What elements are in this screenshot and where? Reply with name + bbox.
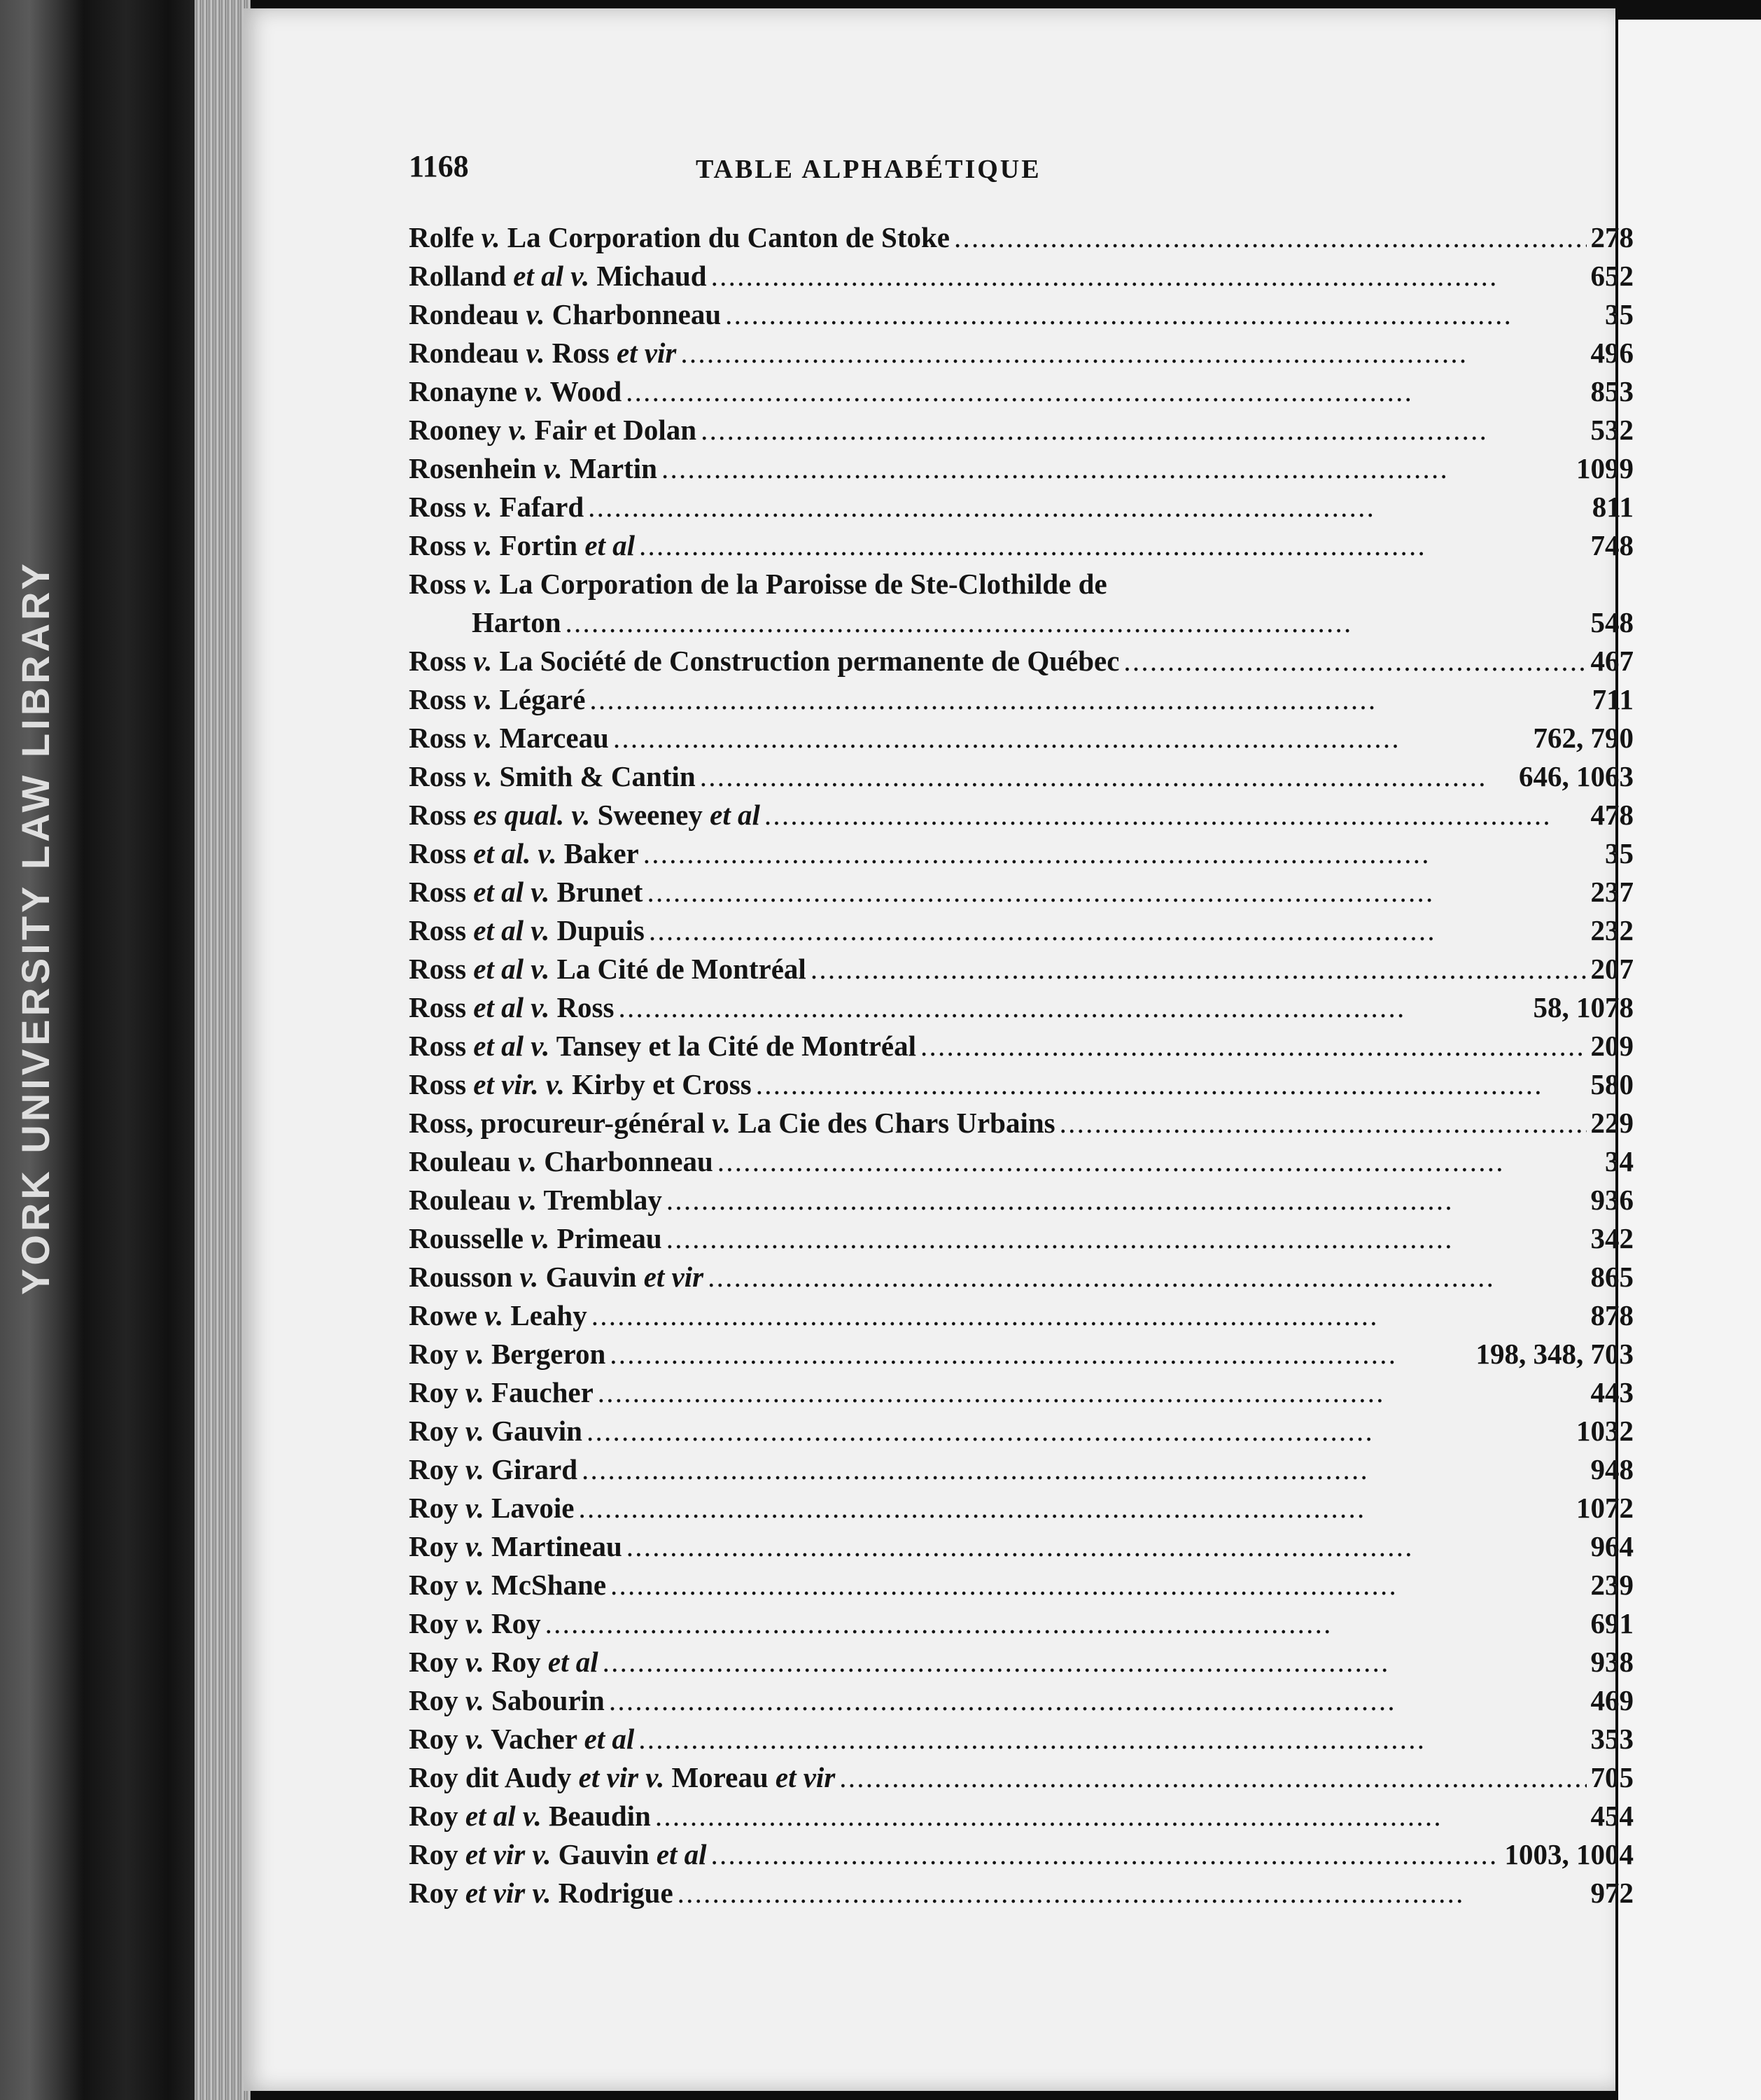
case-name: Rousson v. Gauvin et vir bbox=[409, 1261, 704, 1293]
leader-dots bbox=[655, 1797, 1587, 1835]
index-entry bbox=[409, 873, 1634, 911]
leader-dots bbox=[756, 1065, 1587, 1104]
case-name: Ross et al v. Dupuis bbox=[409, 914, 645, 946]
page-reference: 711 bbox=[1592, 683, 1634, 715]
leader-dots bbox=[591, 1296, 1587, 1335]
page-reference: 580 bbox=[1590, 1068, 1634, 1100]
page-reference: 853 bbox=[1590, 375, 1634, 407]
case-name: Ross v. Marceau bbox=[409, 722, 609, 754]
page-reference: 237 bbox=[1590, 876, 1634, 908]
page-reference: 972 bbox=[1590, 1877, 1634, 1909]
case-name: Roy v. Roy et al bbox=[409, 1646, 598, 1678]
index-entry bbox=[409, 1027, 1634, 1065]
page-reference: 478 bbox=[1590, 799, 1634, 831]
page-reference: 209 bbox=[1590, 1030, 1634, 1062]
index-entry bbox=[409, 1258, 1634, 1296]
index-entry bbox=[409, 642, 1634, 680]
leader-dots bbox=[545, 1604, 1587, 1643]
index-entry bbox=[409, 1681, 1634, 1720]
case-name: Ross et vir. v. Kirby et Cross bbox=[409, 1068, 752, 1100]
index-entry bbox=[409, 1373, 1634, 1412]
page-reference: 1003, 1004 bbox=[1504, 1838, 1634, 1870]
leader-dots bbox=[638, 1720, 1586, 1758]
case-name: Rolfe v. La Corporation du Canton de Stoke bbox=[409, 221, 950, 253]
page-reference: 198, 348, 703 bbox=[1475, 1338, 1634, 1370]
index-entry bbox=[409, 1450, 1634, 1489]
leader-dots bbox=[626, 372, 1586, 411]
case-name: Ronayne v. Wood bbox=[409, 375, 622, 407]
index-entry bbox=[409, 1489, 1634, 1527]
leader-dots bbox=[647, 873, 1586, 911]
leader-dots bbox=[678, 1874, 1587, 1912]
index-entries bbox=[409, 218, 1634, 1912]
leader-dots bbox=[566, 603, 1587, 642]
index-entry bbox=[409, 834, 1634, 873]
index-entry bbox=[409, 1527, 1634, 1566]
case-name: Ross v. La Société de Construction permanente de Québec bbox=[409, 645, 1120, 677]
index-entry bbox=[409, 680, 1634, 719]
leader-dots bbox=[588, 488, 1588, 526]
case-name: Rousselle v. Primeau bbox=[409, 1222, 662, 1254]
leader-dots bbox=[649, 911, 1587, 950]
leader-dots bbox=[610, 1566, 1586, 1604]
page-reference: 353 bbox=[1590, 1723, 1634, 1755]
case-name: Roy v. Martineau bbox=[409, 1530, 622, 1562]
page-reference: 936 bbox=[1590, 1184, 1634, 1216]
index-entry bbox=[409, 911, 1634, 950]
index-entry bbox=[409, 372, 1634, 411]
leader-dots bbox=[609, 1681, 1587, 1720]
index-entry bbox=[409, 1758, 1634, 1797]
page-reference: 948 bbox=[1590, 1453, 1634, 1485]
leader-dots bbox=[700, 757, 1515, 796]
page-reference: 762, 790 bbox=[1533, 722, 1634, 754]
facing-page-edge bbox=[1618, 20, 1761, 2100]
index-entry bbox=[409, 411, 1634, 449]
page-reference: 35 bbox=[1605, 298, 1634, 330]
page-reference: 865 bbox=[1590, 1261, 1634, 1293]
leader-dots bbox=[717, 1142, 1601, 1181]
leader-dots bbox=[954, 218, 1587, 257]
case-name: Ross v. Smith & Cantin bbox=[409, 760, 696, 792]
index-entry bbox=[409, 526, 1634, 565]
page-reference: 342 bbox=[1590, 1222, 1634, 1254]
leader-dots bbox=[666, 1181, 1587, 1219]
page-reference: 496 bbox=[1590, 337, 1634, 369]
page-reference: 207 bbox=[1590, 953, 1634, 985]
case-name: Ross v. Fortin et al bbox=[409, 529, 636, 561]
case-name: Ross et al v. La Cité de Montréal bbox=[409, 953, 806, 985]
page-reference: 532 bbox=[1590, 414, 1634, 446]
leader-dots bbox=[711, 257, 1587, 295]
case-name: Roy v. Gauvin bbox=[409, 1415, 582, 1447]
leader-dots bbox=[920, 1027, 1586, 1065]
index-entry bbox=[409, 1296, 1634, 1335]
page-reference: 35 bbox=[1605, 837, 1634, 869]
leader-dots bbox=[639, 526, 1586, 565]
index-entry bbox=[409, 565, 1634, 642]
leader-dots bbox=[725, 295, 1601, 334]
page-reference: 748 bbox=[1590, 529, 1634, 561]
page-number: 1168 bbox=[409, 149, 469, 183]
case-name: Roy v. Girard bbox=[409, 1453, 578, 1485]
page-reference: 467 bbox=[1590, 645, 1634, 677]
index-entry bbox=[409, 1874, 1634, 1912]
leader-dots bbox=[680, 334, 1586, 372]
leader-dots bbox=[1060, 1104, 1587, 1142]
page-reference: 239 bbox=[1590, 1569, 1634, 1601]
index-entry bbox=[409, 1566, 1634, 1604]
case-name: Rooney v. Fair et Dolan bbox=[409, 414, 697, 446]
case-name: Roy dit Audy et vir v. Moreau et vir bbox=[409, 1761, 836, 1793]
leader-dots bbox=[701, 411, 1586, 449]
page-reference: 652 bbox=[1590, 260, 1634, 292]
index-entry bbox=[409, 950, 1634, 988]
page-reference: 1032 bbox=[1576, 1415, 1634, 1447]
index-entry bbox=[409, 1797, 1634, 1835]
case-name: Rondeau v. Charbonneau bbox=[409, 298, 722, 330]
leader-dots bbox=[578, 1489, 1572, 1527]
page-reference: 938 bbox=[1590, 1646, 1634, 1678]
leader-dots bbox=[598, 1373, 1587, 1412]
page-reference: 443 bbox=[1590, 1376, 1634, 1408]
case-name: Ross et al v. Ross bbox=[409, 991, 615, 1023]
case-name: Rouleau v. Tremblay bbox=[409, 1184, 662, 1216]
page-reference: 34 bbox=[1605, 1145, 1634, 1177]
index-entry bbox=[409, 295, 1634, 334]
leader-dots bbox=[839, 1758, 1586, 1797]
index-entry bbox=[409, 1643, 1634, 1681]
book-spine bbox=[0, 0, 210, 2100]
page-header bbox=[409, 148, 1634, 193]
case-name: Rosenhein v. Martin bbox=[409, 452, 657, 484]
index-entry bbox=[409, 757, 1634, 796]
case-name: Rondeau v. Ross et vir bbox=[409, 337, 677, 369]
leader-dots bbox=[582, 1450, 1586, 1489]
case-name: Ross es qual. v. Sweeney et al bbox=[409, 799, 760, 831]
case-name: Ross v. La Corporation de la Paroisse de Ste-Clothilde de bbox=[409, 568, 1107, 600]
book-page bbox=[244, 8, 1634, 2091]
leader-dots bbox=[610, 1335, 1471, 1373]
leader-dots bbox=[711, 1835, 1501, 1874]
index-entry bbox=[409, 1142, 1634, 1181]
page-reference: 811 bbox=[1592, 491, 1634, 523]
page-reference: 1072 bbox=[1576, 1492, 1634, 1524]
leader-dots bbox=[603, 1643, 1587, 1681]
leader-dots bbox=[661, 449, 1572, 488]
index-entry bbox=[409, 488, 1634, 526]
leader-dots bbox=[666, 1219, 1587, 1258]
page-reference: 278 bbox=[1590, 221, 1634, 253]
case-name: Ross v. Fafard bbox=[409, 491, 584, 523]
index-entry bbox=[409, 218, 1634, 257]
leader-dots bbox=[764, 796, 1587, 834]
page-reference: 878 bbox=[1590, 1299, 1634, 1331]
case-name: Ross et al v. Brunet bbox=[409, 876, 643, 908]
index-entry bbox=[409, 1720, 1634, 1758]
index-entry bbox=[409, 1104, 1634, 1142]
case-name: Roy v. Sabourin bbox=[409, 1684, 605, 1716]
spine-label: YORK UNIVERSITY LAW LIBRARY bbox=[13, 560, 57, 1295]
index-entry bbox=[409, 1335, 1634, 1373]
index-entry bbox=[409, 988, 1634, 1027]
leader-dots bbox=[587, 1412, 1572, 1450]
case-name: Rolland et al v. Michaud bbox=[409, 260, 707, 292]
case-name: Roy v. Roy bbox=[409, 1607, 541, 1639]
page-reference: 646, 1063 bbox=[1519, 760, 1634, 792]
index-entry bbox=[409, 257, 1634, 295]
index-entry bbox=[409, 719, 1634, 757]
page-reference: 548 bbox=[1590, 606, 1634, 638]
case-name: Roy v. Lavoie bbox=[409, 1492, 575, 1524]
leader-dots bbox=[589, 680, 1587, 719]
leader-dots bbox=[626, 1527, 1587, 1566]
running-title: TABLE ALPHABÉTIQUE bbox=[696, 155, 1041, 184]
case-name: Roy et vir v. Gauvin et al bbox=[409, 1838, 707, 1870]
index-entry bbox=[409, 1181, 1634, 1219]
page-reference: 58, 1078 bbox=[1533, 991, 1634, 1023]
index-entry bbox=[409, 449, 1634, 488]
page-reference: 232 bbox=[1590, 914, 1634, 946]
page-reference: 1099 bbox=[1576, 452, 1634, 484]
case-name: Ross v. Légaré bbox=[409, 683, 586, 715]
index-entry bbox=[409, 334, 1634, 372]
page-reference: 469 bbox=[1590, 1684, 1634, 1716]
page-edges bbox=[195, 0, 251, 2100]
page-reference: 454 bbox=[1590, 1800, 1634, 1832]
case-name: Roy et vir v. Rodrigue bbox=[409, 1877, 673, 1909]
case-name: Roy v. McShane bbox=[409, 1569, 607, 1601]
index-entry bbox=[409, 1219, 1634, 1258]
case-name: Roy v. Vacher et al bbox=[409, 1723, 635, 1755]
leader-dots bbox=[613, 719, 1529, 757]
index-entry bbox=[409, 1412, 1634, 1450]
index-entry bbox=[409, 1065, 1634, 1104]
page-reference: 964 bbox=[1590, 1530, 1634, 1562]
leader-dots bbox=[618, 988, 1529, 1027]
index-entry bbox=[409, 1604, 1634, 1643]
case-name: Rouleau v. Charbonneau bbox=[409, 1145, 713, 1177]
page-reference: 229 bbox=[1590, 1107, 1634, 1139]
case-name: Rowe v. Leahy bbox=[409, 1299, 587, 1331]
case-name: Ross et al. v. Baker bbox=[409, 837, 639, 869]
index-entry bbox=[409, 1835, 1634, 1874]
case-name: Ross, procureur-général v. La Cie des Chars Urbains bbox=[409, 1107, 1055, 1139]
leader-dots bbox=[811, 950, 1587, 988]
case-name: Ross et al v. Tansey et la Cité de Montréal bbox=[409, 1030, 917, 1062]
page-reference: 705 bbox=[1590, 1761, 1634, 1793]
case-name: Roy v. Faucher bbox=[409, 1376, 594, 1408]
case-name-continuation: Harton bbox=[472, 606, 561, 638]
index-entry bbox=[409, 796, 1634, 834]
leader-dots bbox=[708, 1258, 1586, 1296]
leader-dots bbox=[1123, 642, 1586, 680]
leader-dots bbox=[643, 834, 1601, 873]
case-name: Roy v. Bergeron bbox=[409, 1338, 606, 1370]
page-reference: 691 bbox=[1590, 1607, 1634, 1639]
case-name: Roy et al v. Beaudin bbox=[409, 1800, 651, 1832]
